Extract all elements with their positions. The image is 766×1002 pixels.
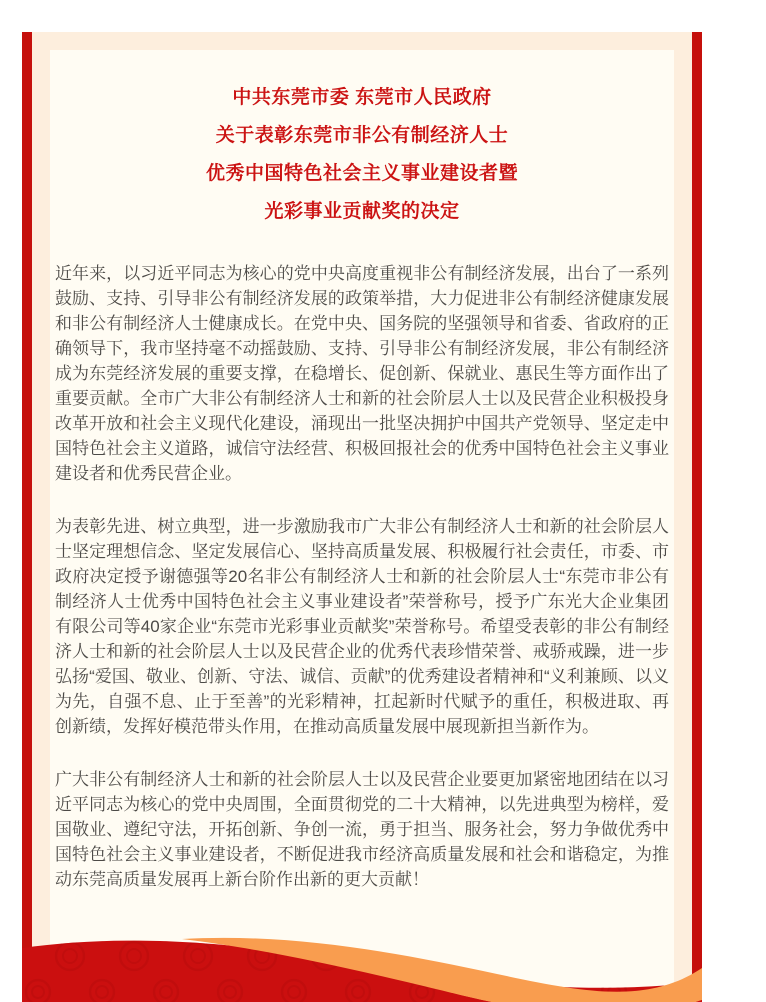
paragraph-2: 为表彰先进、树立典型，进一步激励我市广大非公有制经济人士和新的社会阶层人士坚定理想信念、坚定发展信心、坚持高质量发展、积极履行社会责任，市委、市政府决定授予谢德强等20名非公有制经济人士和新的社会阶层人士“东莞市非公有制经济人士优秀中国特色社会主义事业建设者”荣誉称号，授予广东光大企业集团有限公司等40家企业“东莞市光彩事业贡献奖”荣誉称号。希望受表彰的非公有制经济人士和新的社会阶层人士以及民营企业的优秀代表珍惜荣誉、戒骄戒躁，进一步弘扬“爱国、敬业、创新、守法、诚信、贡献”的优秀建设者精神和“义利兼顾、以义为先，自强不息、止于至善”的光彩精神，扛起新时代赋予的重任，积极进取、再创新绩，发挥好模范带头作用，在推动高质量发展中展现新担当新作为。 xyxy=(55,517,669,736)
left-red-border xyxy=(22,32,32,1002)
document-frame xyxy=(22,32,702,1002)
document-title xyxy=(55,88,669,222)
document-body xyxy=(55,261,669,892)
paragraph-1: 近年来，以习近平同志为核心的党中央高度重视非公有制经济发展，出台了一系列鼓励、支持、引导非公有制经济发展的政策举措，大力促进非公有制经济健康发展和非公有制经济人士健康成长。在党中央、国务院的坚强领导和省委、省政府的正确领导下，我市坚持毫不动摇鼓励、支持、引导非公有制经济发展，非公有制经济成为东莞经济发展的重要支撑，在稳增长、促创新、保就业、惠民生等方面作出了重要贡献。全市广大非公有制经济人士和新的社会阶层人士以及民营企业积极投身改革开放和社会主义现代化建设，涌现出一批坚决拥护中国共产党领导、坚定走中国特色社会主义道路，诚信守法经营、积极回报社会的优秀中国特色社会主义事业建设者和优秀民营企业。 xyxy=(55,264,669,483)
right-red-border xyxy=(692,32,702,1002)
title-line-1: 中共东莞市委 东莞市人民政府 xyxy=(232,87,492,108)
title-line-4: 光彩事业贡献奖的决定 xyxy=(264,201,460,222)
title-line-3: 优秀中国特色社会主义事业建设者暨 xyxy=(205,163,518,184)
content-card xyxy=(50,50,674,1002)
footer-wave-decoration xyxy=(22,912,702,1002)
title-line-2: 关于表彰东莞市非公有制经济人士 xyxy=(215,125,509,146)
paragraph-3: 广大非公有制经济人士和新的社会阶层人士以及民营企业要更加紧密地团结在以习近平同志为核心的党中央周围，全面贯彻党的二十大精神，以先进典型为榜样，爱国敬业、遵纪守法，开拓创新、争创一流，勇于担当、服务社会，努力争做优秀中国特色社会主义事业建设者，不断促进我市经济高质量发展和社会和谐稳定，为推动东莞高质量发展再上新台阶作出新的更大贡献！ xyxy=(55,770,669,889)
